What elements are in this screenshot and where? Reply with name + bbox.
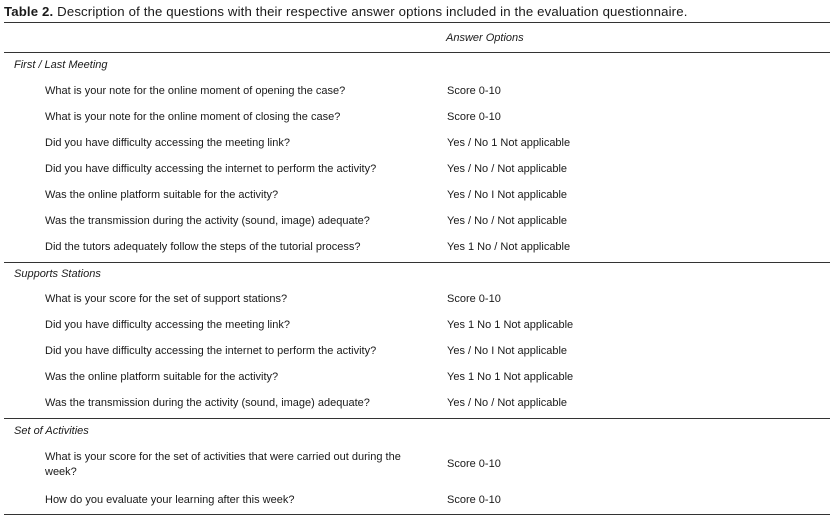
answer-options: Yes 1 No 1 Not applicable xyxy=(447,319,574,331)
answer-options: Yes 1 No 1 Not applicable xyxy=(447,371,574,383)
question: Did you have difficulty accessing the meeting link? xyxy=(45,319,290,331)
question: What is your note for the online moment of closing the case? xyxy=(45,111,341,123)
question: Did the tutors adequately follow the steps of the tutorial process? xyxy=(45,241,361,253)
question: What is your note for the online moment of opening the case? xyxy=(45,85,346,97)
header-rule xyxy=(4,52,830,53)
question: Did you have difficulty accessing the meeting link? xyxy=(45,137,290,149)
answer-options: Yes / No / Not applicable xyxy=(447,397,568,409)
table-label: Table 2. xyxy=(4,4,54,19)
answer-options: Yes / No I Not applicable xyxy=(447,345,568,357)
question: What is your score for the set of support stations? xyxy=(45,293,288,305)
answer-options: Yes / No / Not applicable xyxy=(447,215,568,227)
answer-options: Score 0-10 xyxy=(447,111,501,123)
question: Was the transmission during the activity (sound, image) adequate? xyxy=(45,215,370,227)
answer-options: Score 0-10 xyxy=(447,293,501,305)
section-rule xyxy=(4,418,830,419)
section-title: First / Last Meeting xyxy=(14,59,108,71)
question: Was the online platform suitable for the activity? xyxy=(45,371,279,383)
answer-options: Yes / No 1 Not applicable xyxy=(447,137,571,149)
question: Was the online platform suitable for the activity? xyxy=(45,189,279,201)
section-title: Supports Stations xyxy=(14,268,101,280)
question: Did you have difficulty accessing the internet to perform the activity? xyxy=(45,163,377,175)
table-caption xyxy=(4,4,688,19)
top-rule xyxy=(4,22,830,23)
question: What is your score for the set of activities that were carried out during the week? xyxy=(45,451,401,478)
bottom-rule xyxy=(4,514,830,515)
question: How do you evaluate your learning after this week? xyxy=(45,494,295,506)
answer-options: Yes / No I Not applicable xyxy=(447,189,568,201)
section-rule xyxy=(4,262,830,263)
table-title: Description of the questions with their respective answer options included in the evaluation questionnaire. xyxy=(57,4,688,19)
answer-options: Score 0-10 xyxy=(447,494,501,506)
column-header-answer-options: Answer Options xyxy=(446,32,524,44)
question: Was the transmission during the activity (sound, image) adequate? xyxy=(45,397,370,409)
question: Did you have difficulty accessing the internet to perform the activity? xyxy=(45,345,377,357)
answer-options: Yes / No / Not applicable xyxy=(447,163,568,175)
answer-options: Yes 1 No / Not applicable xyxy=(447,241,571,253)
answer-options: Score 0-10 xyxy=(447,458,501,470)
section-title: Set of Activities xyxy=(14,425,89,437)
answer-options: Score 0-10 xyxy=(447,85,501,97)
